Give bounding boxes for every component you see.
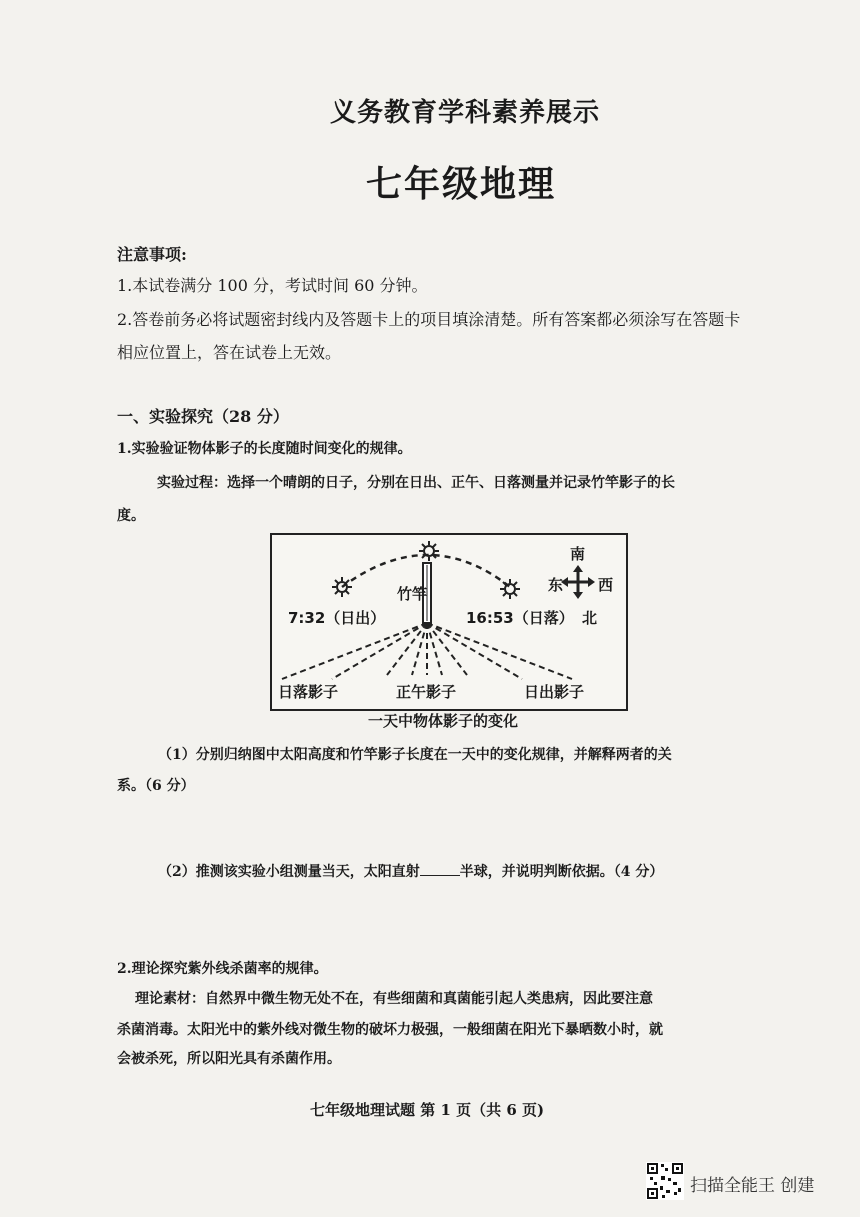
question-1-2 <box>158 861 663 883</box>
question-1-1-line-1: （1）分别归纳图中太阳高度和竹竿影子长度在一天中的变化规律，并解释两者的关 <box>158 747 672 763</box>
question-1-process-line-2: 度。 <box>117 508 145 524</box>
scanner-watermark: 扫描全能王 创建 <box>690 1176 815 1196</box>
qr-code-icon <box>646 1162 684 1200</box>
question-1-title: 1.实验验证物体影子的长度随时间变化的规律。 <box>117 441 412 457</box>
question-1-2-before: （2）推测该实验小组测量当天，太阳直射 <box>158 864 420 880</box>
page-footer: 七年级地理试题 第 1 页（共 6 页) <box>310 1101 545 1119</box>
notice-item-2-line-1: 2.答卷前务必将试题密封线内及答题卡上的项目填涂清楚。所有答案都必须涂写在答题卡 <box>117 310 741 329</box>
compass-north-label: 北 <box>582 609 598 627</box>
compass-east-label: 东 <box>548 576 564 594</box>
sun-icon-noon <box>419 541 439 561</box>
question-2-material-line-2: 杀菌消毒。太阳光中的紫外线对微生物的破坏力极强，一般细菌在阳光下暴晒数小时，就 <box>117 1022 663 1038</box>
shadow-diagram <box>270 533 628 711</box>
subject-title: 七年级地理 <box>366 163 557 205</box>
notice-item-1: 1.本试卷满分 100 分，考试时间 60 分钟。 <box>117 276 428 295</box>
compass-icon <box>561 565 595 599</box>
compass-south-label: 南 <box>570 545 586 563</box>
question-1-1-line-2: 系。（6 分） <box>117 778 195 794</box>
sunrise-shadow-label: 日出影子 <box>524 683 585 701</box>
notice-item-2-line-2: 相应位置上，答在试卷上无效。 <box>117 343 342 362</box>
answer-blank <box>420 861 460 876</box>
exam-title: 义务教育学科素养展示 <box>330 98 601 128</box>
pole-label: 竹竿 <box>397 585 428 603</box>
notice-heading: 注意事项: <box>117 245 187 264</box>
diagram-caption: 一天中物体影子的变化 <box>368 712 519 730</box>
section-1-heading: 一、实验探究（28 分） <box>117 407 289 426</box>
sunrise-time-label: 7:32（日出） <box>288 609 386 627</box>
question-2-material-line-1: 理论素材：自然界中微生物无处不在，有些细菌和真菌能引起人类患病，因此要注意 <box>135 991 653 1007</box>
noon-shadow-label: 正午影子 <box>396 683 457 701</box>
question-1-2-after: 半球，并说明判断依据。（4 分） <box>459 864 664 880</box>
sunset-shadow-label: 日落影子 <box>278 683 339 701</box>
shadow-lines <box>282 623 572 679</box>
compass-west-label: 西 <box>598 576 614 594</box>
question-2-material-line-3: 会被杀死，所以阳光具有杀菌作用。 <box>117 1051 341 1067</box>
sunset-time-label: 16:53（日落） <box>466 609 574 627</box>
sun-icon-sunset <box>500 579 520 599</box>
question-2-title: 2.理论探究紫外线杀菌率的规律。 <box>117 961 328 977</box>
question-1-process-line-1: 实验过程：选择一个晴朗的日子，分别在日出、正午、日落测量并记录竹竿影子的长 <box>157 475 675 491</box>
